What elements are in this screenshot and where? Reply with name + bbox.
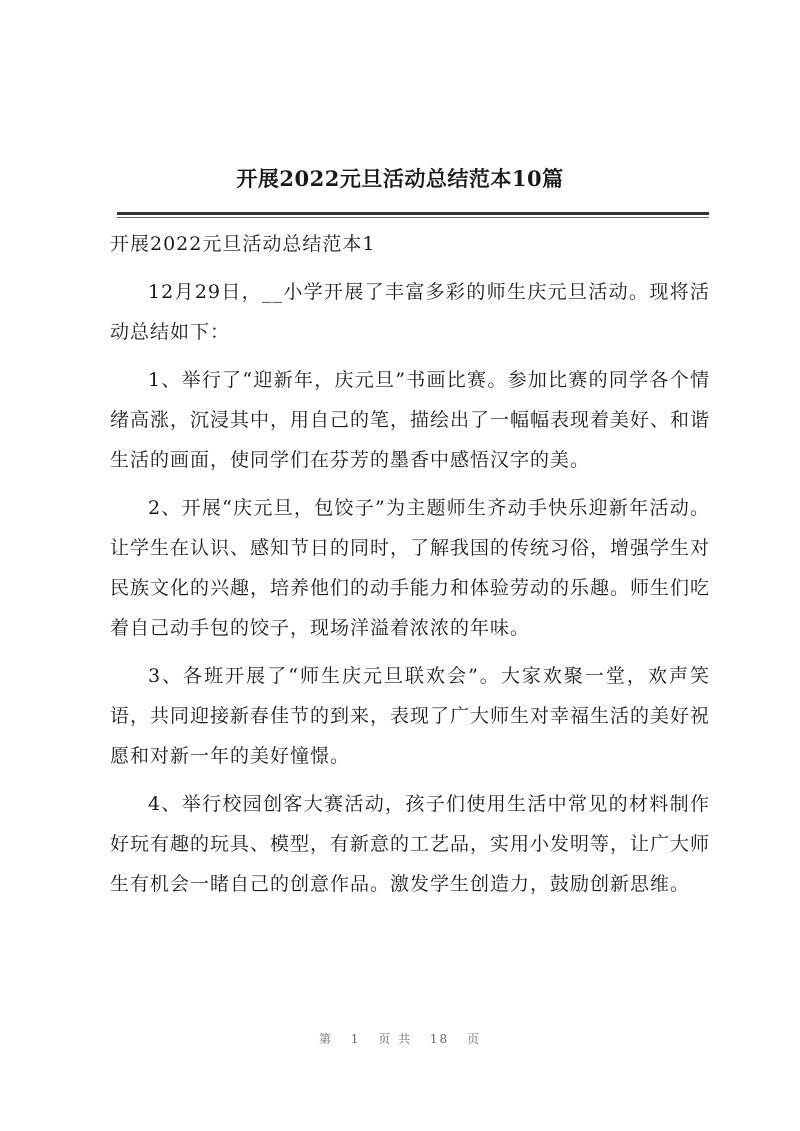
footer-current-page: 1 — [350, 1032, 361, 1046]
footer-middle: 页 共 — [378, 1032, 413, 1046]
footer-prefix: 第 — [318, 1032, 333, 1046]
paragraph-item-4: 4、举行校园创客大赛活动，孩子们使用生活中常见的材料制作好玩有趣的玩具、模型，有新意的工艺品，实用小发明等，让广大师生有机会一睹自己的创意作品。激发学生创造力，鼓励创新思维。 — [110, 793, 711, 895]
document-title: 开展2022元旦活动总结范本10篇 — [236, 166, 564, 191]
footer-suffix: 页 — [467, 1032, 482, 1046]
paragraph-item-1: 1、举行了“迎新年，庆元旦”书画比赛。参加比赛的同学各个情绪高涨，沉浸其中，用自己的笔，描绘出了一幅幅表现着美好、和谐生活的画面，使同学们在芬芳的墨香中感悟汉字的美。 — [110, 369, 711, 471]
paragraph-intro: 12月29日，__小学开展了丰富多彩的师生庆元旦活动。现将活动总结如下： — [110, 281, 710, 343]
paragraph-item-3: 3、各班开展了“师生庆元旦联欢会”。大家欢聚一堂，欢声笑语，共同迎接新春佳节的到来，表现了广大师生对幸福生活的美好祝愿和对新一年的美好憧憬。 — [110, 665, 711, 767]
page-footer — [0, 1030, 800, 1047]
title-divider-thick — [117, 212, 709, 215]
title-divider-thin — [117, 217, 709, 218]
section-heading: 开展2022元旦活动总结范本1 — [110, 233, 376, 255]
document-body — [110, 224, 710, 904]
footer-total-pages: 18 — [429, 1032, 450, 1046]
paragraph-item-2: 2、开展“庆元旦，包饺子”为主题师生齐动手快乐迎新年活动。让学生在认识、感知节日的同时，了解我国的传统习俗，增强学生对民族文化的兴趣，培养他们的动手能力和体验劳动的乐趣。师生们吃着自己动手包的饺子，现场洋溢着浓浓的年味。 — [110, 497, 711, 639]
